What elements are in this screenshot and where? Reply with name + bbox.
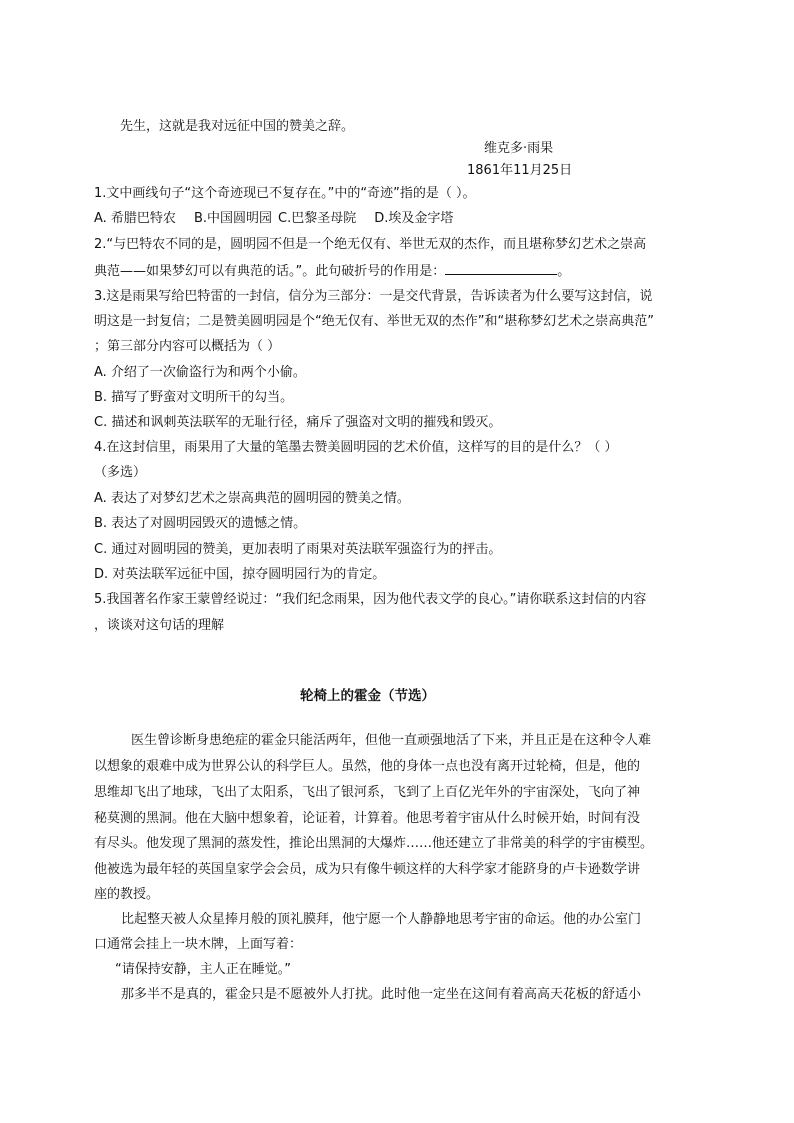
article-p2-line: 比起整天被人众星捧月般的顶礼膜拜，他宁愿一个人静静地思考宇宙的命运。他的办公室门 bbox=[121, 912, 642, 927]
article-title: 轮椅上的霍金（节选） bbox=[300, 688, 435, 704]
q3-option-b: B. 描写了野蛮对文明所干的勾当。 bbox=[94, 390, 294, 405]
q2-answer-blank bbox=[445, 262, 557, 275]
article-p1-line: 思维却飞出了地球，飞出了太阳系，飞出了银河系，飞到了上百亿光年外的宇宙深处，飞向了神 bbox=[94, 785, 641, 800]
letter-date: 1861年11月25日 bbox=[467, 163, 573, 178]
letter-closing: 先生，这就是我对远征中国的赞美之辞。 bbox=[120, 119, 355, 134]
q3-line-2: 明这是一封复信；二是赞美圆明园是个“绝无仅有、举世无双的杰作”和“堪称梦幻艺术之崇高典范” bbox=[94, 314, 654, 329]
q3-line-3: ；第三部分内容可以概括为（ ） bbox=[94, 339, 281, 354]
q3-option-c: C. 描述和讽刺英法联军的无耻行径，痛斥了强盗对文明的摧残和毁灭。 bbox=[94, 415, 502, 430]
letter-signature: 维克多·雨果 bbox=[484, 141, 554, 156]
q1-stem: 1.文中画线句子“这个奇迹现已不复存在。”中的“奇迹”指的是（ ）。 bbox=[94, 186, 476, 201]
q2-line-1: 2.“与巴特农不同的是，圆明园不但是一个绝无仅有、举世无双的杰作，而且堪称梦幻艺术之崇高 bbox=[94, 237, 647, 252]
q5-line-2: ，谈谈对这句话的理解 bbox=[94, 618, 225, 633]
q2-line-2-end: 。 bbox=[557, 264, 571, 279]
article-p1-line: 医生曾诊断身患绝症的霍金只能活两年，但他一直顽强地活了下来，并且正是在这种令人难 bbox=[131, 733, 652, 748]
article-p1-line: 有尽头。他发现了黑洞的蒸发性，推论出黑洞的大爆炸……他还建立了非常美的科学的宇宙模型。 bbox=[94, 836, 654, 851]
article-p3-line: 那多半不是真的，霍金只是不愿被外人打扰。此时他一定坐在这间有着高高天花板的舒适小 bbox=[121, 987, 642, 1002]
q2-line-2 bbox=[94, 262, 570, 281]
q1-options bbox=[94, 210, 453, 228]
q4-option-a: A. 表达了对梦幻艺术之崇高典范的圆明园的赞美之情。 bbox=[94, 491, 410, 506]
article-p1-line: 他被选为最年轻的英国皇家学会会员，成为只有像牛顿这样的大科学家才能跻身的卢卡逊数学讲 bbox=[94, 862, 641, 877]
article-p1-line: 秘莫测的黑洞。他在大脑中想象着，论证着，计算着。他思考着宇宙从什么时候开始，时间有没 bbox=[94, 811, 641, 826]
q3-option-a: A. 介绍了一次偷盗行为和两个小偷。 bbox=[94, 365, 306, 380]
q4-line-2: （多选） bbox=[94, 465, 147, 480]
q4-option-c: C. 通过对圆明园的赞美，更加表明了雨果对英法联军强盗行为的抨击。 bbox=[94, 542, 502, 557]
q2-line-2-text: 典范——如果梦幻可以有典范的话。”。此句破折号的作用是： bbox=[94, 264, 446, 279]
article-sign-quote: “请保持安静，主人正在睡觉。” bbox=[115, 962, 291, 977]
q1-option-b: B.中国圆明园 bbox=[193, 211, 272, 226]
q1-option-c: C.巴黎圣母院 bbox=[278, 211, 357, 226]
q4-line-1: 4.在这封信里，雨果用了大量的笔墨去赞美圆明园的艺术价值，这样写的目的是什么？（ ） bbox=[94, 440, 618, 455]
q1-option-d: D.埃及金字塔 bbox=[374, 211, 454, 226]
article-p1-line: 座的教授。 bbox=[94, 887, 160, 902]
q5-line-1: 5.我国著名作家王蒙曾经说过：“我们纪念雨果，因为他代表文学的良心。”请你联系这封信的内容 bbox=[94, 592, 647, 607]
q4-option-d: D. 对英法联军远征中国，掠夺圆明园行为的肯定。 bbox=[94, 567, 386, 582]
q3-line-1: 3.这是雨果写给巴特雷的一封信，信分为三部分：一是交代背景，告诉读者为什么要写这封信，说 bbox=[94, 289, 653, 304]
q4-option-b: B. 表达了对圆明园毁灭的遗憾之情。 bbox=[94, 516, 307, 531]
article-p1-line: 以想象的艰难中成为世界公认的科学巨人。虽然，他的身体一点也没有离开过轮椅，但是，他的 bbox=[94, 759, 641, 774]
article-p2-line: 口通常会挂上一块木牌，上面写着： bbox=[94, 937, 303, 952]
q1-option-a: A. 希腊巴特农 bbox=[94, 211, 176, 226]
